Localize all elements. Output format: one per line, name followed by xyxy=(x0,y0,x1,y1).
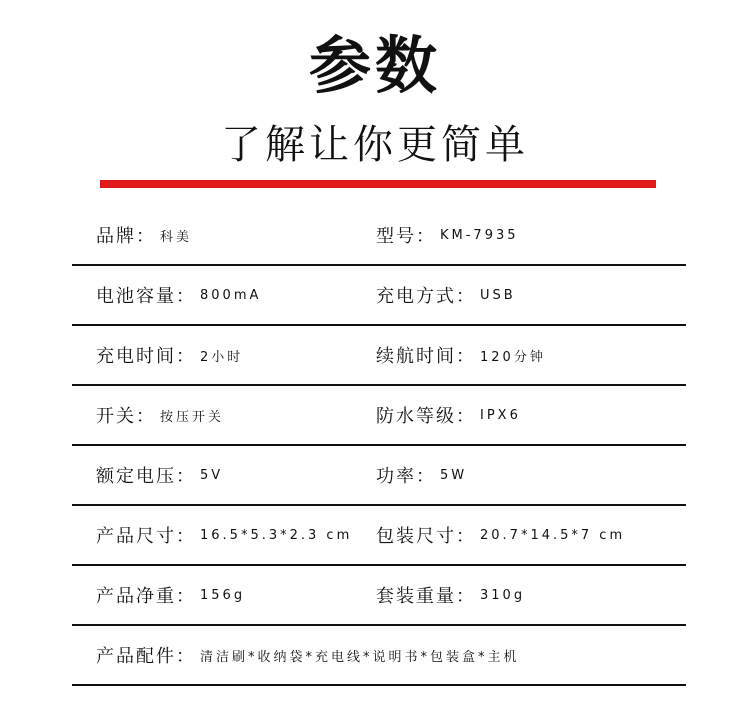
spec-label: 套装重量： xyxy=(376,586,476,607)
spec-row-battery-charging xyxy=(72,266,686,326)
spec-label: 产品配件： xyxy=(96,646,196,667)
spec-label: 充电时间： xyxy=(96,346,196,367)
spec-row-time xyxy=(72,326,686,386)
spec-label: 防水等级： xyxy=(376,406,476,427)
spec-item-battery-capacity xyxy=(96,266,261,324)
spec-label: 额定电压： xyxy=(96,466,196,487)
spec-row-switch-waterproof xyxy=(72,386,686,446)
spec-row-accessories xyxy=(72,626,686,686)
spec-item-accessories xyxy=(96,626,520,684)
spec-value: 按压开关 xyxy=(160,409,225,425)
spec-label: 产品尺寸： xyxy=(96,526,196,547)
spec-item-model xyxy=(376,206,519,264)
spec-table xyxy=(72,206,686,686)
spec-value: 16.5*5.3*2.3 cm xyxy=(200,527,353,543)
spec-item-charging-method xyxy=(376,266,516,324)
spec-row-dimensions xyxy=(72,506,686,566)
spec-label: 品牌： xyxy=(96,226,156,247)
spec-label: 续航时间： xyxy=(376,346,476,367)
spec-item-product-size xyxy=(96,506,352,564)
spec-value: IPX6 xyxy=(480,407,521,423)
spec-label: 充电方式： xyxy=(376,286,476,307)
spec-row-brand-model xyxy=(72,206,686,266)
spec-value: 120分钟 xyxy=(480,349,546,365)
spec-row-voltage-power xyxy=(72,446,686,506)
spec-label: 开关： xyxy=(96,406,156,427)
spec-item-rated-voltage xyxy=(96,446,223,504)
spec-item-battery-life xyxy=(376,326,546,384)
spec-value: 800mA xyxy=(200,287,262,303)
spec-item-waterproof-rating xyxy=(376,386,521,444)
spec-value: 5V xyxy=(200,467,224,483)
spec-value: KM-7935 xyxy=(440,227,519,243)
spec-value: USB xyxy=(480,287,516,303)
spec-item-package-size xyxy=(376,506,625,564)
spec-label: 包装尺寸： xyxy=(376,526,476,547)
spec-item-power xyxy=(376,446,467,504)
spec-value: 清洁刷*收纳袋*充电线*说明书*包装盒*主机 xyxy=(200,649,520,665)
spec-value: 5W xyxy=(440,467,468,483)
spec-item-brand xyxy=(96,206,192,264)
spec-value: 310g xyxy=(480,587,526,603)
spec-label: 电池容量： xyxy=(96,286,196,307)
spec-value: 156g xyxy=(200,587,246,603)
spec-row-weight xyxy=(72,566,686,626)
spec-value: 20.7*14.5*7 cm xyxy=(480,527,626,543)
accent-divider xyxy=(100,180,656,188)
spec-item-charging-time xyxy=(96,326,243,384)
spec-item-net-weight xyxy=(96,566,245,624)
spec-item-set-weight xyxy=(376,566,525,624)
spec-label: 功率： xyxy=(376,466,436,487)
spec-item-switch xyxy=(96,386,224,444)
spec-label: 产品净重： xyxy=(96,586,196,607)
spec-value: 2小时 xyxy=(200,349,244,365)
page-subtitle: 了解让你更简单 xyxy=(221,122,529,168)
spec-label: 型号： xyxy=(376,226,436,247)
spec-value: 科美 xyxy=(160,229,193,245)
page-title: 参数 xyxy=(308,29,441,102)
